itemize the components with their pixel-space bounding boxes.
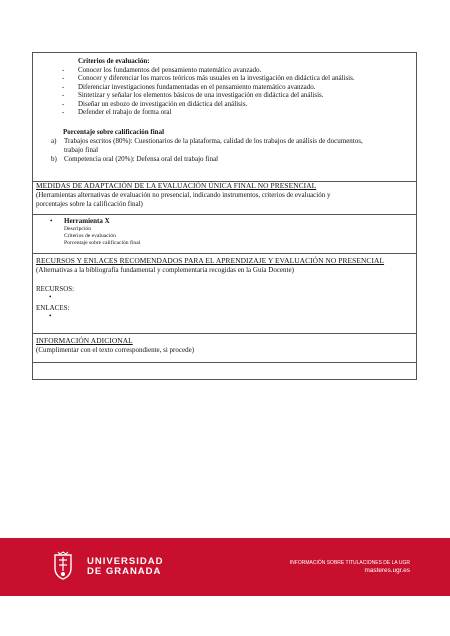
section-title: RECURSOS Y ENLACES RECOMENDADOS PARA EL APRENDIZAJE Y EVALUACIÓN NO PRESENCIAL — [36, 256, 385, 265]
list-item: - Conocer los fundamentos del pensamiento matemático avanzado. — [62, 66, 262, 74]
divider — [33, 253, 416, 254]
list-item: - Sintetizar y señalar los elementos básicos de una investigación en didáctica del análisis. — [62, 91, 324, 100]
bullet-icon: • — [50, 217, 53, 225]
criteria-heading: Criterios de evaluación: — [78, 57, 150, 65]
university-crest-icon — [52, 551, 74, 581]
divider — [33, 333, 416, 334]
tool-line: Criterios de evaluación — [64, 233, 116, 239]
masteres-link[interactable]: masteres.ugr.es — [364, 567, 410, 574]
list-item: - Conocer y diferenciar los marcos teóricos más usuales en la investigación en didáctica del análisis. — [62, 74, 355, 83]
bullet-icon: • — [49, 293, 52, 301]
section-title: MEDIDAS DE ADAPTACIÓN DE LA EVALUACIÓN ÚNICA FINAL NO PRESENCIAL — [36, 181, 317, 190]
percent-item-text: trabajo final — [64, 146, 99, 154]
bullet-icon: • — [49, 312, 52, 320]
section-description: (Herramientas alternativas de evaluación no presencial, indicando instrumentos, criterios de evaluación y — [36, 191, 331, 199]
tool-line: Porcentaje sobre calificación final — [64, 240, 141, 246]
recursos-label: RECURSOS: — [36, 285, 75, 293]
percent-item-text: Trabajos escritos (80%): Cuestionarios de la plataforma, calidad de los trabajos de análisis de documentos, — [64, 137, 363, 145]
section-title: INFORMACIÓN ADICIONAL — [36, 336, 133, 345]
list-item: - Diferenciar investigaciones fundamentadas en el pensamiento matemático avanzado. — [62, 82, 316, 91]
list-item: - Diseñar un esbozo de investigación en didáctica del análisis. — [62, 99, 248, 108]
section-description: porcentajes sobre la calificación final) — [36, 200, 143, 208]
section-description: (Alternativas a la bibliografía fundamental y complementaria recogidas en la Guía Docente) — [36, 266, 294, 274]
divider — [33, 214, 416, 215]
university-name: UNIVERSIDAD DE GRANADA — [87, 556, 164, 577]
enlaces-label: ENLACES: — [36, 304, 70, 312]
criteria-list — [62, 66, 355, 117]
list-marker: a) — [51, 137, 57, 145]
tool-title: Herramienta X — [64, 217, 110, 225]
section-description: (Cumplimentar con el texto correspondiente, si procede) — [36, 346, 195, 354]
list-marker: b) — [51, 155, 57, 163]
percent-item-text: Competencia oral (20%): Defensa oral del trabajo final — [64, 155, 219, 163]
footer-info: INFORMACIÓN SOBRE TITULACIONES DE LA UGR masteres.ugr.es — [289, 560, 410, 574]
divider — [33, 362, 416, 363]
percent-heading: Porcentaje sobre calificación final — [63, 128, 165, 136]
list-item: - Defender el trabajo de forma oral — [62, 108, 172, 117]
tool-line: Descripción — [64, 226, 92, 232]
